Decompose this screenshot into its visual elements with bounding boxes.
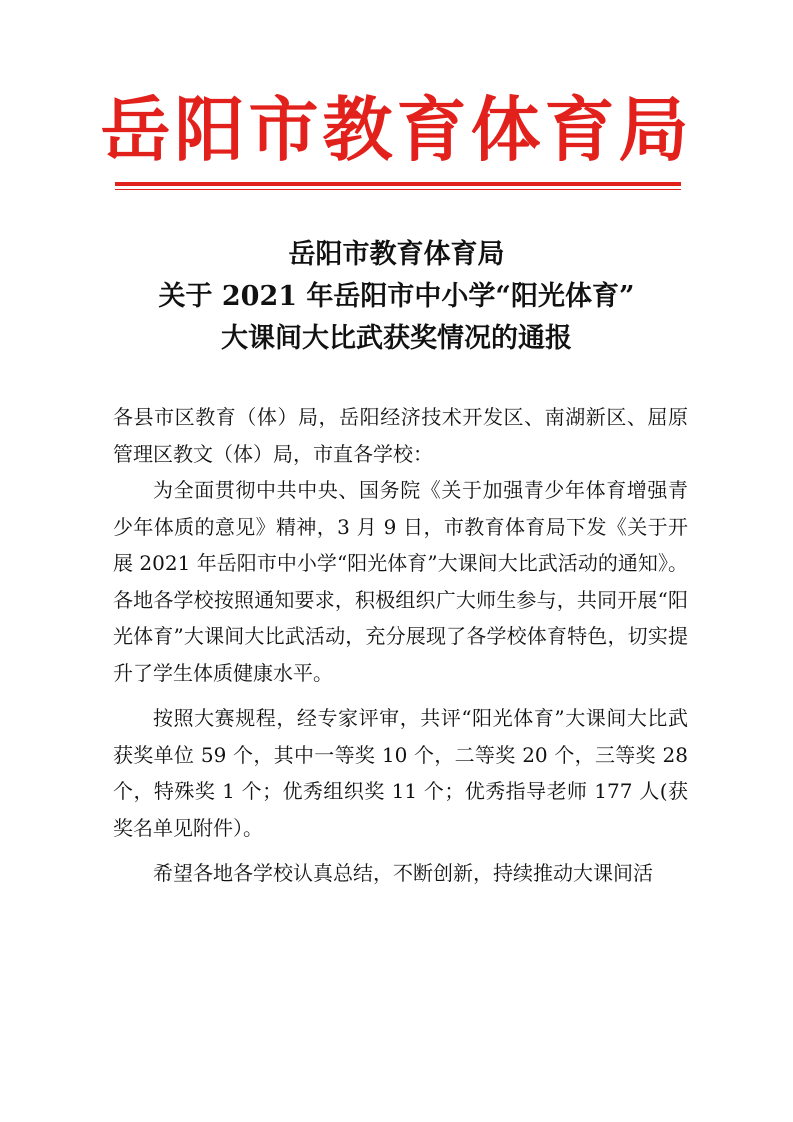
title-line-1: 岳阳市教育体育局 (288, 239, 505, 270)
paragraph-1: 为全面贯彻中共中央、国务院《关于加强青少年体育增强青少年体质的意见》精神，3 月 9 日，市教育体育局下发《关于开展 2021 年岳阳市中小学“阳光体育”大课间大比武活动的通知》。各地各学校按照通知要求，积极组织广大师生参与，共同开展“阳光体育”大课间大比武活动，充分展现了各学校体育特色，切实提升了学生体质健康水平。 (113, 478, 688, 685)
letterhead-org-name: 岳阳市教育体育局 (100, 88, 693, 171)
title-line-3: 大课间大比武获奖情况的通报 (221, 323, 572, 354)
paragraph-2: 按照大赛规程，经专家评审，共评“阳光体育”大课间大比武获奖单位 59 个，其中一等奖 10 个，二等奖 20 个，三等奖 28 个，特殊奖 1 个；优秀组织奖 11 个；优秀指导老师 177 人(获奖名单见附件）。 (113, 706, 688, 840)
letterhead-rule-thick (115, 182, 681, 186)
title-line-2: 关于 2021 年岳阳市中小学“阳光体育” (158, 281, 635, 312)
document-title (0, 234, 793, 360)
paragraph-3: 希望各地各学校认真总结，不断创新，持续推动大课间活 (153, 861, 653, 885)
salutation: 各县市区教育（体）局，岳阳经济技术开发区、南湖新区、屈原管理区教文（体）局，市直各学校： (113, 405, 688, 466)
document-body (113, 399, 688, 892)
letterhead-rule-thin (115, 189, 681, 190)
